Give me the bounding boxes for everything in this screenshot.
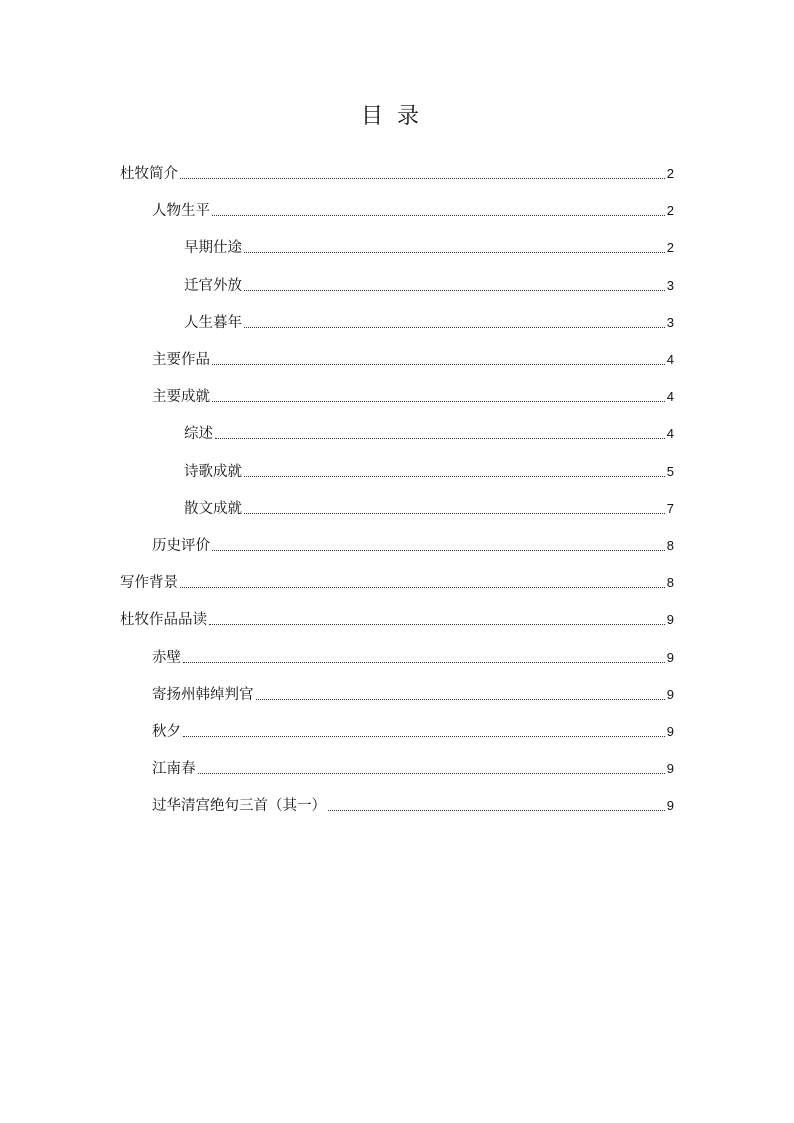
toc-dot-leader	[244, 513, 665, 514]
toc-entry-label: 早期仕途	[184, 240, 242, 257]
toc-entry[interactable]	[184, 444, 674, 481]
toc-dot-leader	[212, 550, 665, 551]
toc-dot-leader	[198, 773, 665, 774]
toc-entry[interactable]	[152, 704, 674, 741]
toc-entry-page-number: 9	[666, 649, 674, 665]
toc-entry-label: 写作背景	[120, 575, 178, 592]
toc-entry-label: 诗歌成就	[184, 463, 242, 480]
toc-entry-page-number: 8	[666, 575, 674, 591]
toc-entry-page-number: 4	[666, 426, 674, 442]
toc-entry-label: 人生暮年	[184, 314, 242, 331]
toc-dot-leader	[215, 438, 665, 439]
toc-entry-page-number: 3	[666, 314, 674, 330]
toc-entry[interactable]	[152, 778, 674, 815]
toc-dot-leader	[256, 699, 665, 700]
toc-dot-leader	[244, 476, 665, 477]
toc-entry-label: 赤壁	[152, 649, 181, 666]
toc-entry-label: 寄扬州韩绰判官	[152, 686, 254, 703]
toc-dot-leader	[180, 587, 665, 588]
toc-dot-leader	[212, 401, 665, 402]
toc-entry[interactable]	[184, 258, 674, 295]
toc-entry-page-number: 8	[666, 538, 674, 553]
toc-entry-page-number: 2	[666, 203, 674, 219]
toc-entry[interactable]	[184, 406, 674, 443]
toc-entry-page-number: 3	[666, 277, 674, 293]
toc-entry-label: 江南春	[152, 761, 196, 778]
toc-entry-page-number: 9	[666, 761, 674, 777]
toc-entry-label: 主要作品	[152, 352, 210, 368]
toc-entry-page-number: 2	[666, 240, 674, 256]
toc-entry-label: 过华清宫绝句三首（其一）	[152, 798, 326, 815]
toc-entry-page-number: 4	[666, 389, 674, 405]
toc-entry[interactable]	[152, 332, 674, 369]
toc-entry[interactable]	[152, 741, 674, 778]
toc-entry-label: 迁官外放	[184, 277, 242, 294]
toc-dot-leader	[244, 290, 665, 291]
toc-entry[interactable]	[152, 183, 674, 220]
toc-entry-page-number: 9	[666, 612, 674, 628]
toc-entry[interactable]	[152, 518, 674, 555]
toc-entry-label: 综述	[184, 426, 213, 443]
toc-entry-label: 杜牧简介	[120, 166, 178, 182]
page-title: 目录	[360, 104, 433, 129]
toc-entry-label: 散文成就	[184, 500, 242, 517]
toc-entry[interactable]	[152, 369, 674, 406]
toc-entry[interactable]	[120, 592, 674, 629]
toc-entry-page-number: 5	[666, 463, 674, 479]
toc-entry[interactable]	[120, 146, 674, 183]
toc-entry-label: 历史评价	[152, 538, 210, 554]
toc-entry[interactable]	[152, 630, 674, 667]
toc-entry-label: 杜牧作品品读	[120, 612, 207, 629]
toc-entry[interactable]	[184, 481, 674, 518]
toc-entry-page-number: 9	[666, 686, 674, 702]
toc-entry-page-number: 9	[666, 724, 674, 739]
toc-entry-label: 秋夕	[152, 724, 181, 740]
toc-entry-label: 主要成就	[152, 389, 210, 406]
toc-dot-leader	[212, 215, 665, 216]
toc-entry-page-number: 9	[666, 798, 674, 814]
toc-dot-leader	[244, 327, 665, 328]
toc-entry[interactable]	[120, 555, 674, 592]
toc-dot-leader	[244, 252, 665, 253]
toc-dot-leader	[183, 662, 665, 663]
toc-dot-leader	[328, 810, 665, 811]
toc-dot-leader	[180, 178, 665, 179]
toc-entry[interactable]	[184, 220, 674, 257]
toc-entry[interactable]	[152, 667, 674, 704]
toc-dot-leader	[209, 624, 665, 625]
toc-entry-page-number: 7	[666, 500, 674, 516]
toc-dot-leader	[212, 364, 665, 365]
toc-entry-page-number: 4	[666, 352, 674, 367]
toc-entry-page-number: 2	[666, 166, 674, 181]
toc-dot-leader	[183, 736, 665, 737]
toc-entry-label: 人物生平	[152, 203, 210, 220]
toc-entry[interactable]	[184, 295, 674, 332]
